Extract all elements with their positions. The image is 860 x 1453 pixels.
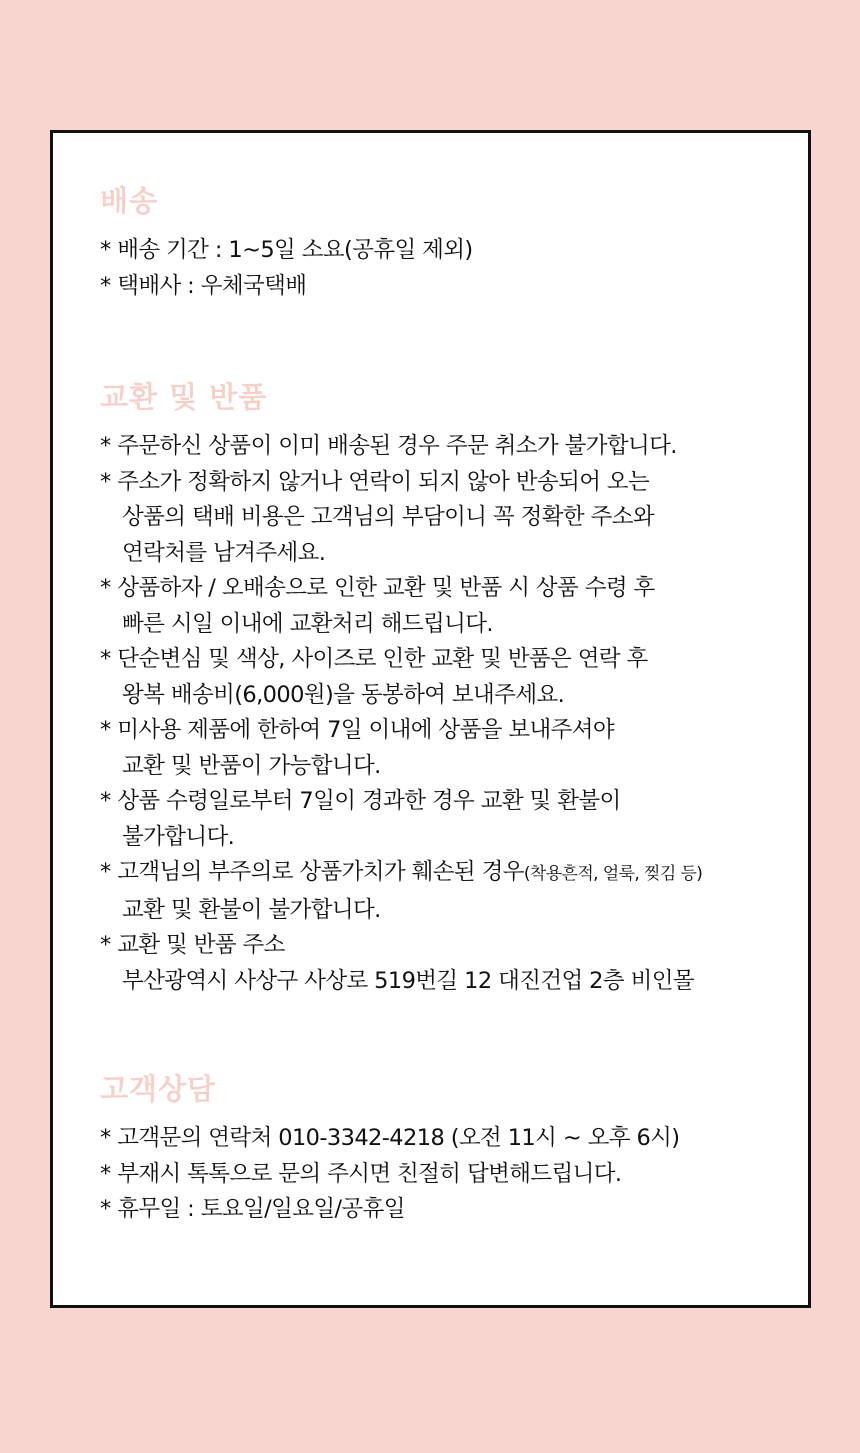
support-talk: * 부재시 톡톡으로 문의 주시면 친절히 답변해드립니다.: [100, 1160, 622, 1187]
exchange-line-3: 상품의 택배 비용은 고객님의 부담이니 꼭 정확한 주소와: [122, 504, 654, 530]
exchange-address-label: * 교환 및 반품 주소: [100, 932, 285, 958]
exchange-line-5: * 상품하자 / 오배송으로 인한 교환 및 반품 시 상품 수령 후: [100, 575, 655, 601]
info-card: [50, 130, 811, 1308]
exchange-line-6: 빠른 시일 이내에 교환처리 해드립니다.: [122, 610, 493, 637]
support-list: [100, 1121, 788, 1228]
exchange-line-7: * 단순변심 및 색상, 사이즈로 인한 교환 및 반품은 연락 후: [100, 646, 648, 672]
exchange-line-13: [100, 855, 788, 893]
support-title: 고객상담: [100, 1072, 217, 1106]
support-section: [100, 1071, 788, 1228]
shipping-title: 배송: [100, 184, 159, 218]
support-contact: * 고객문의 연락처 010-3342-4218 (오전 11시 ~ 오후 6시): [100, 1125, 680, 1151]
exchange-line-12: 불가합니다.: [122, 823, 235, 850]
exchange-line-9: * 미사용 제품에 한하여 7일 이내에 상품을 보내주셔야: [100, 717, 615, 743]
exchange-section: [100, 379, 788, 999]
shipping-list: [100, 233, 788, 304]
exchange-line-4: 연락처를 남겨주세요.: [122, 539, 326, 566]
exchange-address: 부산광역시 사상구 사상로 519번길 12 대진건업 2층 비인몰: [122, 967, 694, 994]
exchange-line-2: * 주소가 정확하지 않거나 연락이 되지 않아 반송되어 오는: [100, 468, 650, 495]
exchange-title: 교환 및 반품: [100, 380, 268, 414]
exchange-line-1: * 주문하신 상품이 이미 배송된 경우 주문 취소가 불가합니다.: [100, 433, 677, 459]
exchange-line-8: 왕복 배송비(6,000원)을 동봉하여 보내주세요.: [122, 681, 565, 708]
exchange-line-13-text: * 고객님의 부주의로 상품가치가 훼손된 경우: [100, 859, 524, 885]
shipping-carrier: * 택배사 : 우체국택배: [100, 272, 307, 299]
exchange-line-10: 교환 및 반품이 가능합니다.: [122, 752, 381, 779]
shipping-section: [100, 183, 788, 304]
damage-note: (착용흔적, 얼룩, 찢김 등): [523, 864, 703, 884]
exchange-list: [100, 429, 788, 999]
support-holidays: * 휴무일 : 토요일/일요일/공휴일: [100, 1196, 405, 1222]
exchange-line-14: 교환 및 환불이 불가합니다.: [122, 896, 381, 923]
shipping-period: * 배송 기간 : 1~5일 소요(공휴일 제외): [100, 237, 473, 263]
exchange-line-11: * 상품 수령일로부터 7일이 경과한 경우 교환 및 환불이: [100, 788, 621, 814]
